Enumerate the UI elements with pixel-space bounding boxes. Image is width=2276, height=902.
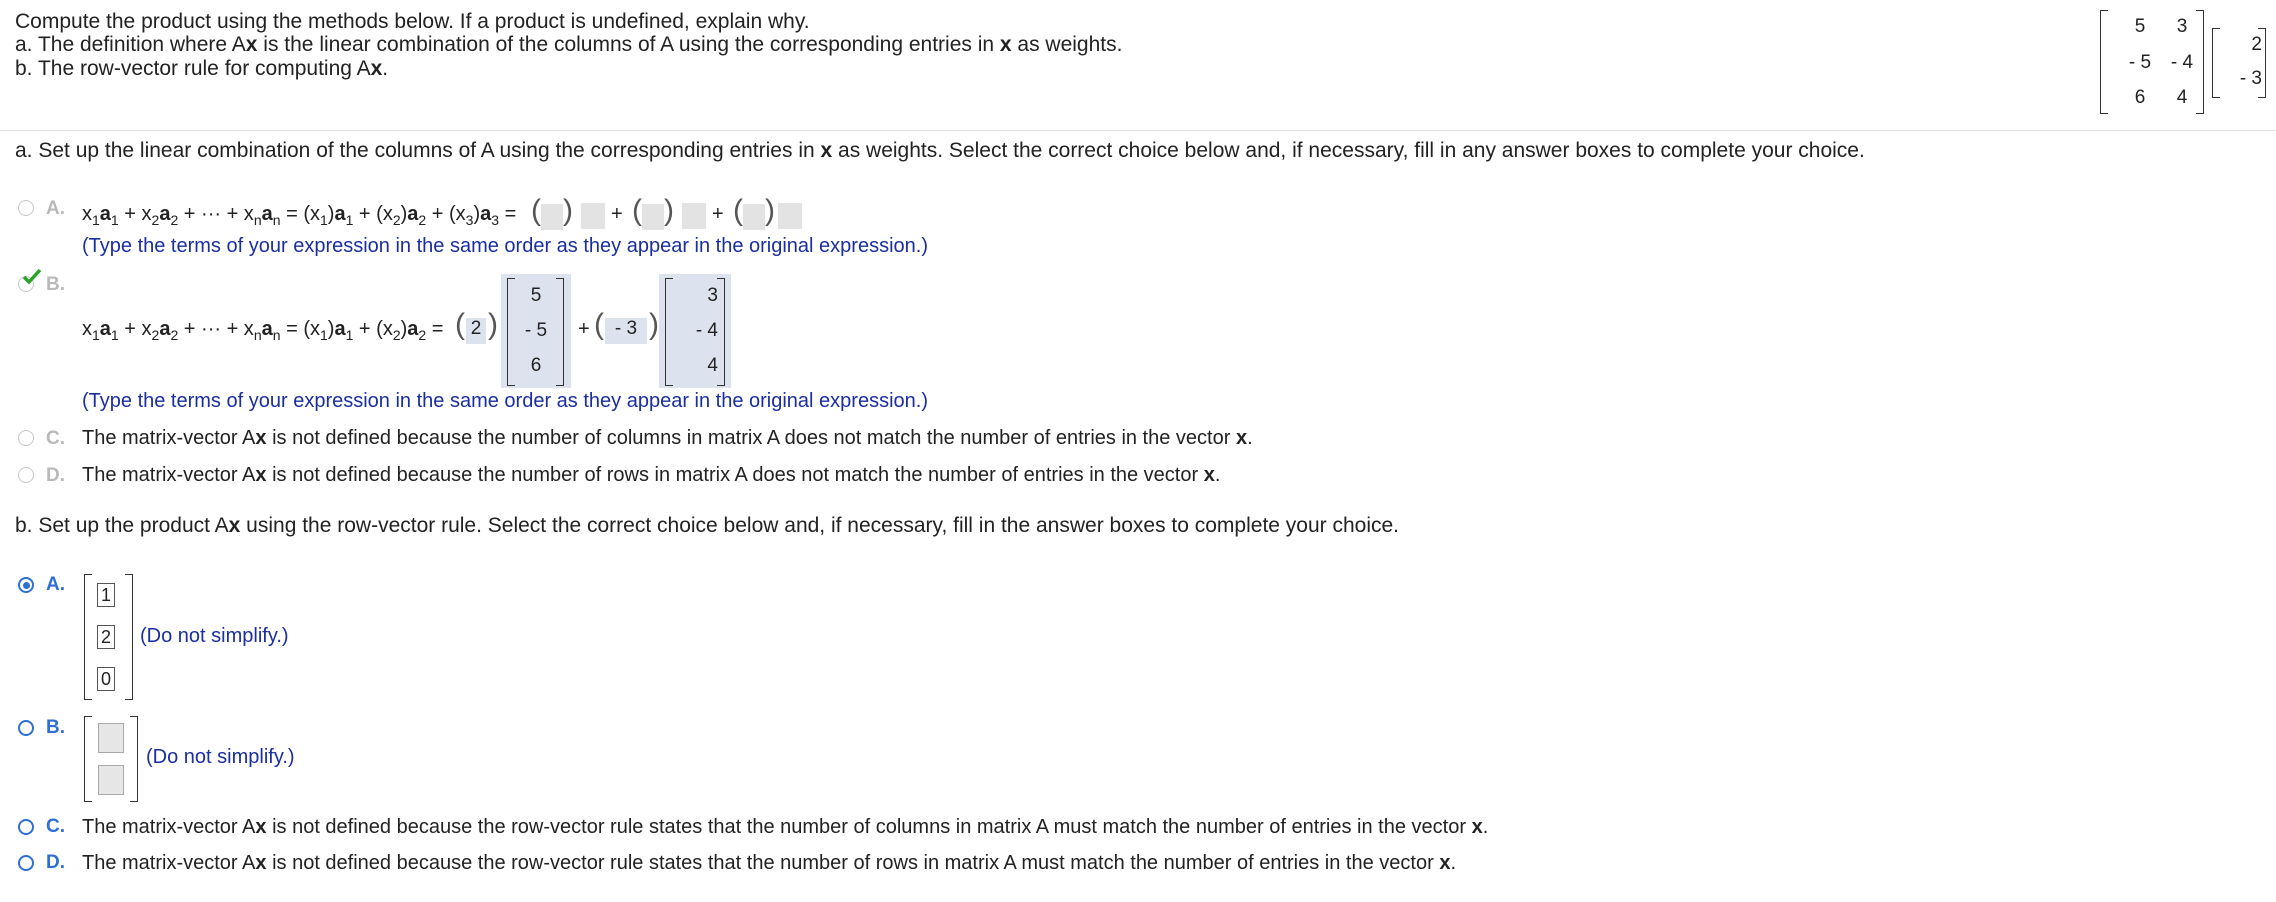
answer-box[interactable]: 1 [97,583,115,607]
option-letter: B. [46,717,65,738]
part-b-prompt: b. Set up the product Ax using the row-vector rule. Select the correct choice below and, if necessary, fill in the answer boxes to complete your choice. [15,514,1400,537]
option-text: The matrix-vector Ax is not defined because the row-vector rule states that the number of rows in matrix A must match the number of entries in the vector x. [82,852,1456,874]
option-letter: C. [46,428,65,449]
matrix-a-cell: 6 [2134,87,2146,108]
option-letter: D. [46,465,65,486]
radio-button[interactable] [18,467,34,483]
question-line-3: b. The row-vector rule for computing Ax. [15,57,389,80]
answer-box[interactable] [682,203,706,229]
matrix-a-cell: - 5 [2128,52,2152,73]
answer-box[interactable]: 0 [97,667,115,691]
radio-button[interactable] [18,200,34,216]
answer-box[interactable] [541,204,563,230]
hint-text: (Type the terms of your expression in the same order as they appear in the original expression.) [82,235,928,257]
vector-x-cell: - 3 [2239,68,2262,89]
paren: ) [563,194,573,227]
hint-text: (Type the terms of your expression in the same order as they appear in the original expression.) [82,390,928,412]
matrix-a-cell: 4 [2176,87,2188,108]
matrix-a-cell: - 4 [2170,52,2194,73]
option-letter: A. [46,198,65,219]
answer-box[interactable] [778,203,802,229]
radio-button[interactable] [18,855,34,871]
column-entry: 5 [530,285,542,306]
plus-sign: + [611,203,623,225]
do-not-simplify-hint: (Do not simplify.) [140,625,289,647]
option-text: The matrix-vector Ax is not defined because the row-vector rule states that the number of columns in matrix A must match the number of entries in the vector x. [82,816,1489,838]
paren: ( [632,194,642,227]
radio-button[interactable] [18,430,34,446]
paren: ) [664,194,674,227]
option-letter: A. [46,574,65,595]
divider [0,130,2276,131]
answer-box[interactable] [98,723,124,753]
paren: ) [488,308,498,341]
paren: ( [455,308,465,341]
weight-value: - 3 [614,318,638,339]
plus-sign: + [578,318,590,340]
paren: ( [594,308,604,341]
option-text: The matrix-vector Ax is not defined because the number of rows in matrix A does not match the number of entries in the vector x. [82,464,1221,486]
do-not-simplify-hint: (Do not simplify.) [146,746,295,768]
answer-box[interactable] [581,203,605,229]
linear-combination-expression: $x_1a_1 + x_2a_2$ + ··· + $x_na_n = (x_1)a_1 + (x_2)a_2 + (x_3)a_3$ = [82,203,517,228]
answer-box[interactable] [743,204,765,230]
radio-button[interactable] [18,720,34,736]
paren: ) [765,194,775,227]
question-line-1: Compute the product using the methods below. If a product is undefined, explain why. [15,10,810,33]
paren: ( [733,194,743,227]
column-entry: 3 [707,285,718,306]
option-letter: B. [46,274,65,295]
column-entry: 6 [530,355,542,376]
part-a-prompt: a. Set up the linear combination of the columns of A using the corresponding entries in x as weights. Select the correct choice below and, if necessary, fill in any answer boxes to complete your choice. [15,139,1865,162]
option-letter: C. [46,816,65,837]
radio-button[interactable] [18,819,34,835]
column-entry: - 4 [695,320,718,341]
checkmark-icon [22,268,42,286]
answer-box[interactable] [98,765,124,795]
answer-box[interactable] [642,204,664,230]
weight-value: 2 [470,318,482,339]
matrix-a-cell: 5 [2134,16,2146,37]
column-entry: - 5 [524,320,548,341]
radio-button-selected[interactable] [18,577,34,593]
plus-sign: + [712,203,724,225]
paren: ) [649,308,659,341]
paren: ( [531,194,541,227]
question-line-2: a. The definition where Ax is the linear combination of the columns of A using the corresponding entries in x as weights. [15,33,1123,56]
vector-x-cell: 2 [2251,34,2262,55]
option-text: The matrix-vector Ax is not defined because the number of columns in matrix A does not match the number of entries in the vector x. [82,427,1253,449]
answer-box[interactable]: 2 [97,625,115,649]
linear-combination-expression: $x_1a_1 + x_2a_2$ + ··· + $x_na_n = (x_1)a_1 + (x_2)a_2$ = [82,318,444,343]
matrix-a-cell: 3 [2176,16,2188,37]
column-entry: 4 [707,355,718,376]
option-letter: D. [46,852,65,873]
